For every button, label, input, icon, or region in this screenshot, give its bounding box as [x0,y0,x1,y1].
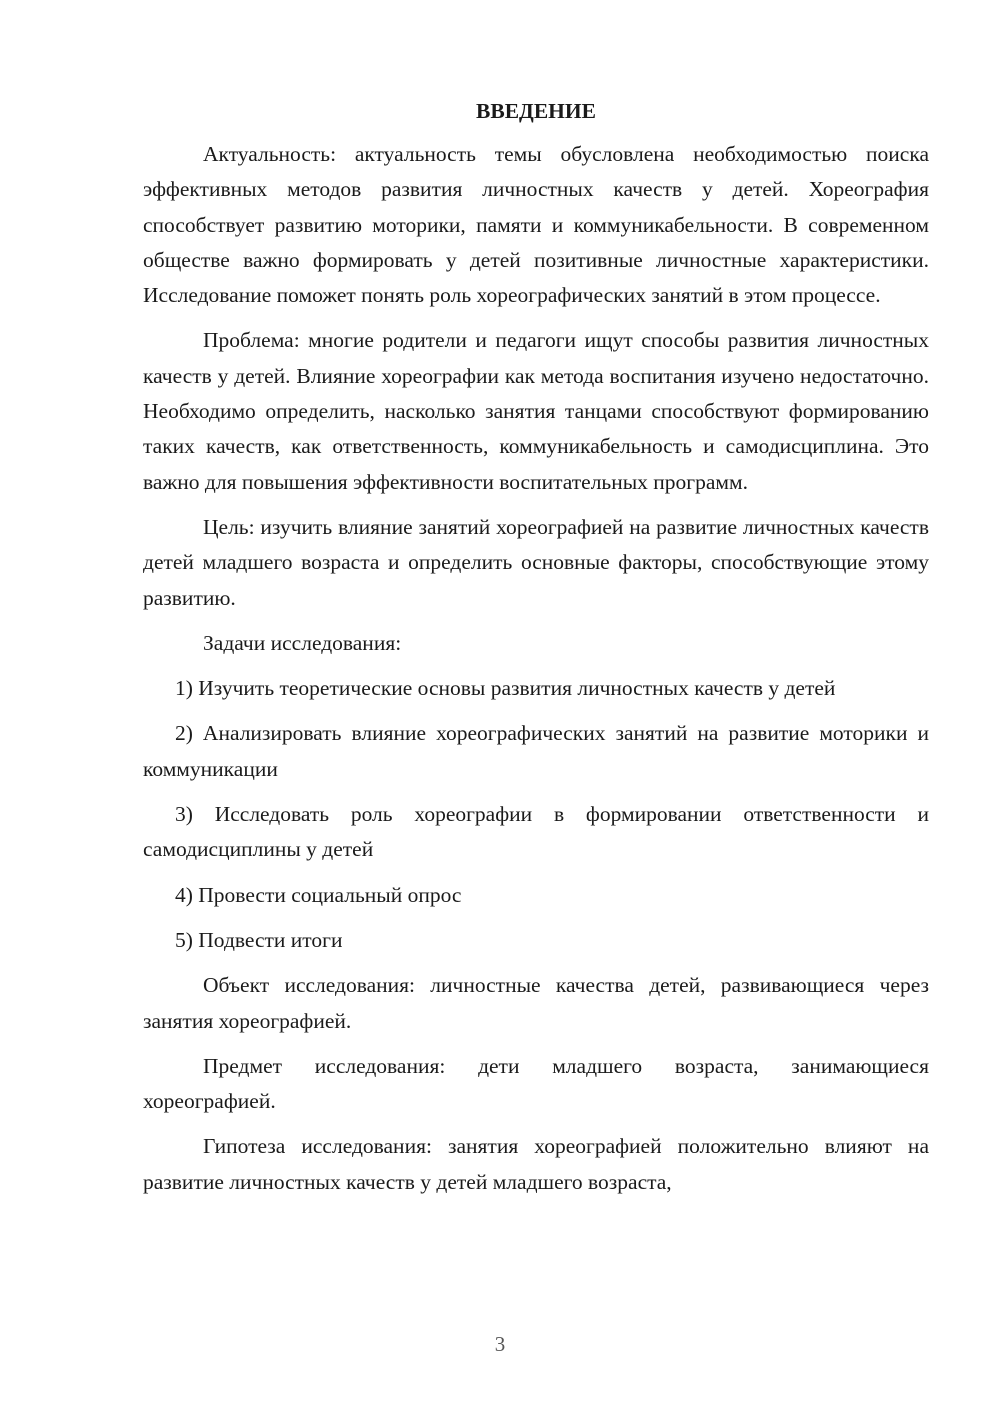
paragraph-hypothesis: Гипотеза исследования: занятия хореографией положительно влияют на развитие личностных качеств у детей младшего возраста, [143,1134,929,1194]
paragraph-relevance: Актуальность: актуальность темы обусловлена необходимостью поиска эффективных методов развития личностных качеств у детей. Хореография способствует развитию моторики, памяти и коммуникабельности. В современном обществе важно формировать у детей позитивные личностные характеристики. Исследование поможет понять роль хореографических занятий в этом процессе. [143,142,929,308]
task-item: 4) Провести социальный опрос [175,882,462,907]
paragraph-problem: Проблема: многие родители и педагоги ищут способы развития личностных качеств у детей. Влияние хореографии как метода воспитания изучено недостаточно. Необходимо определить, насколько занятия танцами способствуют формированию таких качеств, как ответственность, коммуникабельность и самодисциплина. Это важно для повышения эффективности воспитательных программ. [143,328,929,494]
document-page [143,94,929,1210]
page-title: ВВЕДЕНИЕ [476,99,596,123]
tasks-heading: Задачи исследования: [203,630,402,655]
page-number: 3 [494,1332,506,1356]
paragraph-subject: Предмет исследования: дети младшего возраста, занимающиеся хореографией. [143,1053,929,1114]
paragraph-goal: Цель: изучить влияние занятий хореографией на развитие личностных качеств детей младшего возраста и определить основные факторы, способствующие этому развитию. [143,514,929,610]
task-item: 5) Подвести итоги [175,927,343,952]
paragraph-object: Объект исследования: личностные качества детей, развивающиеся через занятия хореографией. [143,973,929,1033]
task-item: 3) Исследовать роль хореографии в формировании ответственности и самодисциплины у детей [143,802,929,862]
task-item: 1) Изучить теоретические основы развития личностных качеств у детей [175,676,836,701]
task-item: 2) Анализировать влияние хореографических занятий на развитие моторики и коммуникации [143,721,929,781]
